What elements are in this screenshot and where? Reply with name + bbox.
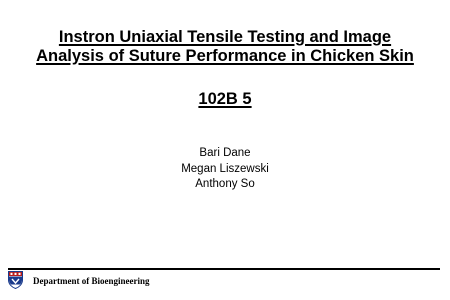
- author-name: Bari Dane: [199, 147, 251, 159]
- footer: [8, 270, 149, 290]
- university-shield-icon: [8, 271, 23, 289]
- slide-subtitle: 102B 5: [198, 90, 252, 108]
- author-name: Anthony So: [195, 178, 255, 190]
- author-name: Megan Liszewski: [181, 162, 269, 175]
- slide-title-line-1: Instron Uniaxial Tensile Testing and Image: [58, 28, 392, 46]
- author-list: [0, 146, 450, 193]
- slide-title-line-2: Analysis of Suture Performance in Chicken Skin: [36, 47, 414, 65]
- department-label: Department of Bioengineering: [33, 276, 150, 286]
